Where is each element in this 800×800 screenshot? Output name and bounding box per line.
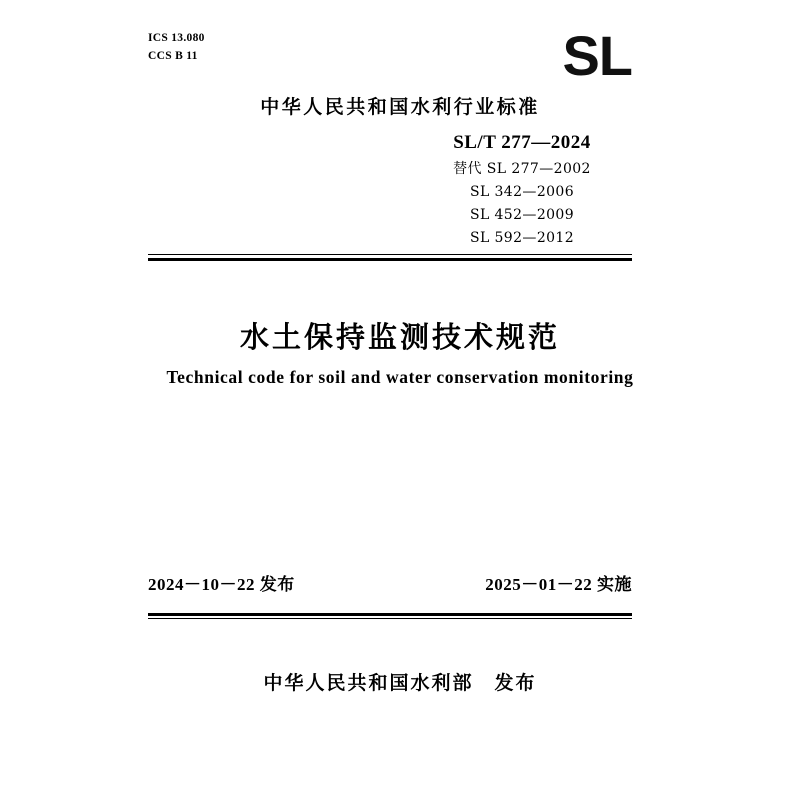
- publisher-line: 中华人民共和国水利部 发布: [263, 672, 537, 694]
- implementation-date: 2025－01－22 实施: [485, 575, 632, 594]
- divider-top-thick: [148, 258, 632, 261]
- ics-code: ICS 13.080: [148, 32, 205, 44]
- replaced-standard-4: SL 592—2012: [469, 230, 575, 247]
- divider-bottom-thin: [148, 618, 632, 619]
- date-row: [148, 570, 632, 595]
- replaced-standard-3: SL 452—2009: [469, 207, 575, 224]
- page-title: 水土保持监测技术规范: [239, 320, 560, 354]
- standard-number: SL/T 277—2024: [453, 132, 591, 153]
- header-block: [148, 24, 632, 87]
- sl-logo-icon: SL: [562, 24, 632, 87]
- standard-code-block: [412, 132, 632, 250]
- classification-codes: [148, 30, 632, 66]
- replaced-standard-1: 替代 SL 277—2002: [453, 161, 591, 177]
- ccs-code: CCS B 11: [148, 49, 198, 62]
- replaced-standard-2: SL 342—2006: [469, 184, 575, 201]
- page-title-english: Technical code for soil and water conservation monitoring: [166, 367, 634, 387]
- issuing-organization: 中华人民共和国水利行业标准: [260, 96, 540, 118]
- issue-date: 2024－10－22 发布: [148, 575, 295, 594]
- divider-top-thin: [148, 254, 632, 255]
- divider-bottom-thick: [148, 613, 632, 616]
